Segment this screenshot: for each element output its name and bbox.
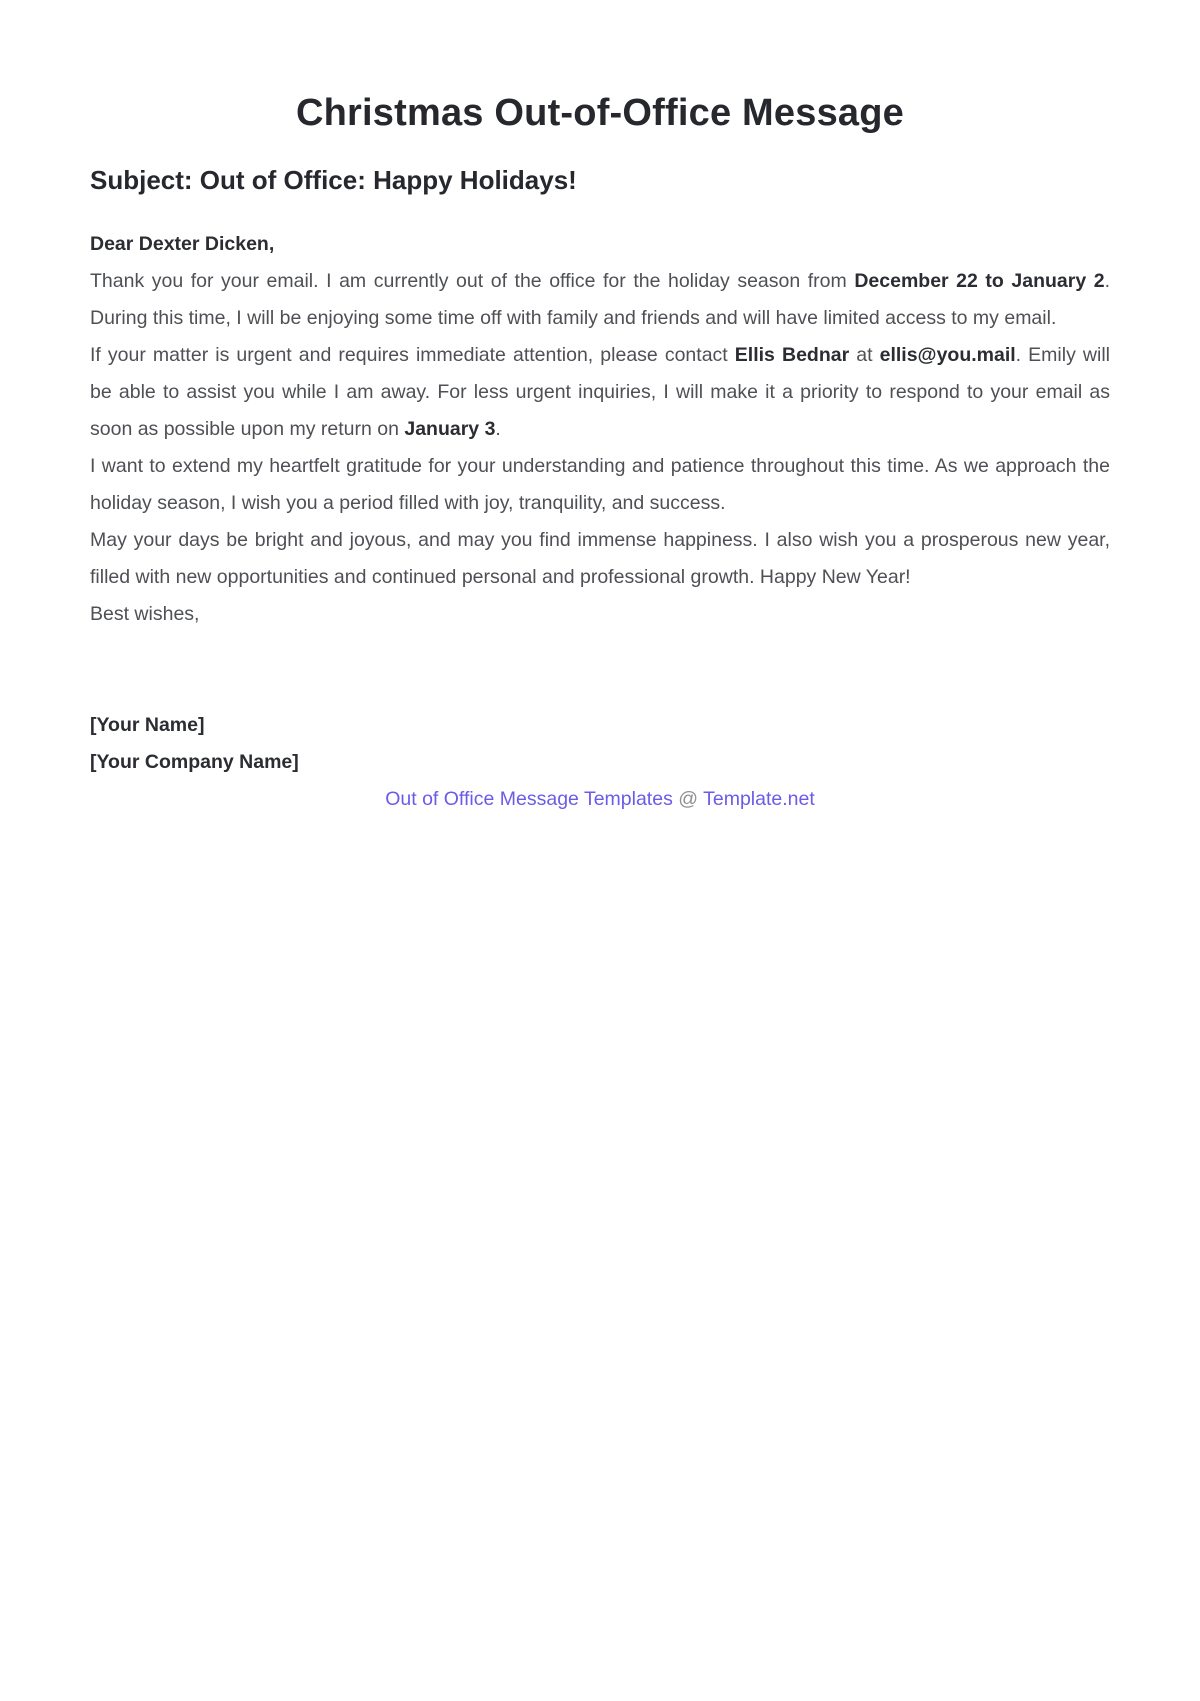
- paragraph-gratitude: I want to extend my heartfelt gratitude for your understanding and patience throughout this time. As we approach the holiday season, I wish you a period filled with joy, tranquility, and success.: [90, 455, 1110, 514]
- text-run: . During this time, I will be enjoying some time off with family and friends and will have limited access to my email.: [90, 270, 1111, 329]
- paragraph-well-wishes: May your days be bright and joyous, and may you find immense happiness. I also wish you a prosperous new year, filled with new opportunities and continued personal and professional growth. Happy New Year!: [90, 529, 1110, 588]
- text-run: . Emily will be able to assist you while I am away. For less urgent inquiries, I will make it a priority to respond to your email as soon as possible upon my return on: [90, 344, 1110, 440]
- text-run: at: [849, 344, 880, 366]
- highlight-contact-name: Ellis Bednar: [734, 344, 850, 366]
- template-net-link[interactable]: [385, 788, 815, 810]
- highlight-dates: December 22 to January 2: [854, 270, 1105, 292]
- subject-line: Subject: Out of Office: Happy Holidays!: [90, 165, 577, 195]
- paragraph-urgent-contact: [90, 337, 1110, 448]
- link-domain: Template.net: [698, 788, 815, 810]
- message-body: [90, 226, 1110, 633]
- signature-block: [90, 707, 1110, 781]
- footer-attribution: [90, 781, 1110, 818]
- text-run: If your matter is urgent and requires immediate attention, please contact: [90, 344, 735, 366]
- salutation: Dear Dexter Dicken,: [90, 233, 275, 255]
- signature-name-placeholder: [Your Name]: [90, 714, 205, 736]
- link-text: Out of Office Message Templates: [385, 788, 679, 810]
- signature-company-placeholder: [Your Company Name]: [90, 751, 299, 773]
- text-run: .: [495, 418, 501, 440]
- document-title: Christmas Out-of-Office Message: [296, 92, 904, 134]
- text-run: Thank you for your email. I am currently out of the office for the holiday season from: [90, 270, 855, 292]
- at-symbol: @: [678, 788, 699, 810]
- highlight-contact-email: ellis@you.mail: [879, 344, 1016, 366]
- highlight-return-date: January 3: [404, 418, 496, 440]
- closing: Best wishes,: [90, 603, 200, 625]
- paragraph-availability: [90, 263, 1110, 337]
